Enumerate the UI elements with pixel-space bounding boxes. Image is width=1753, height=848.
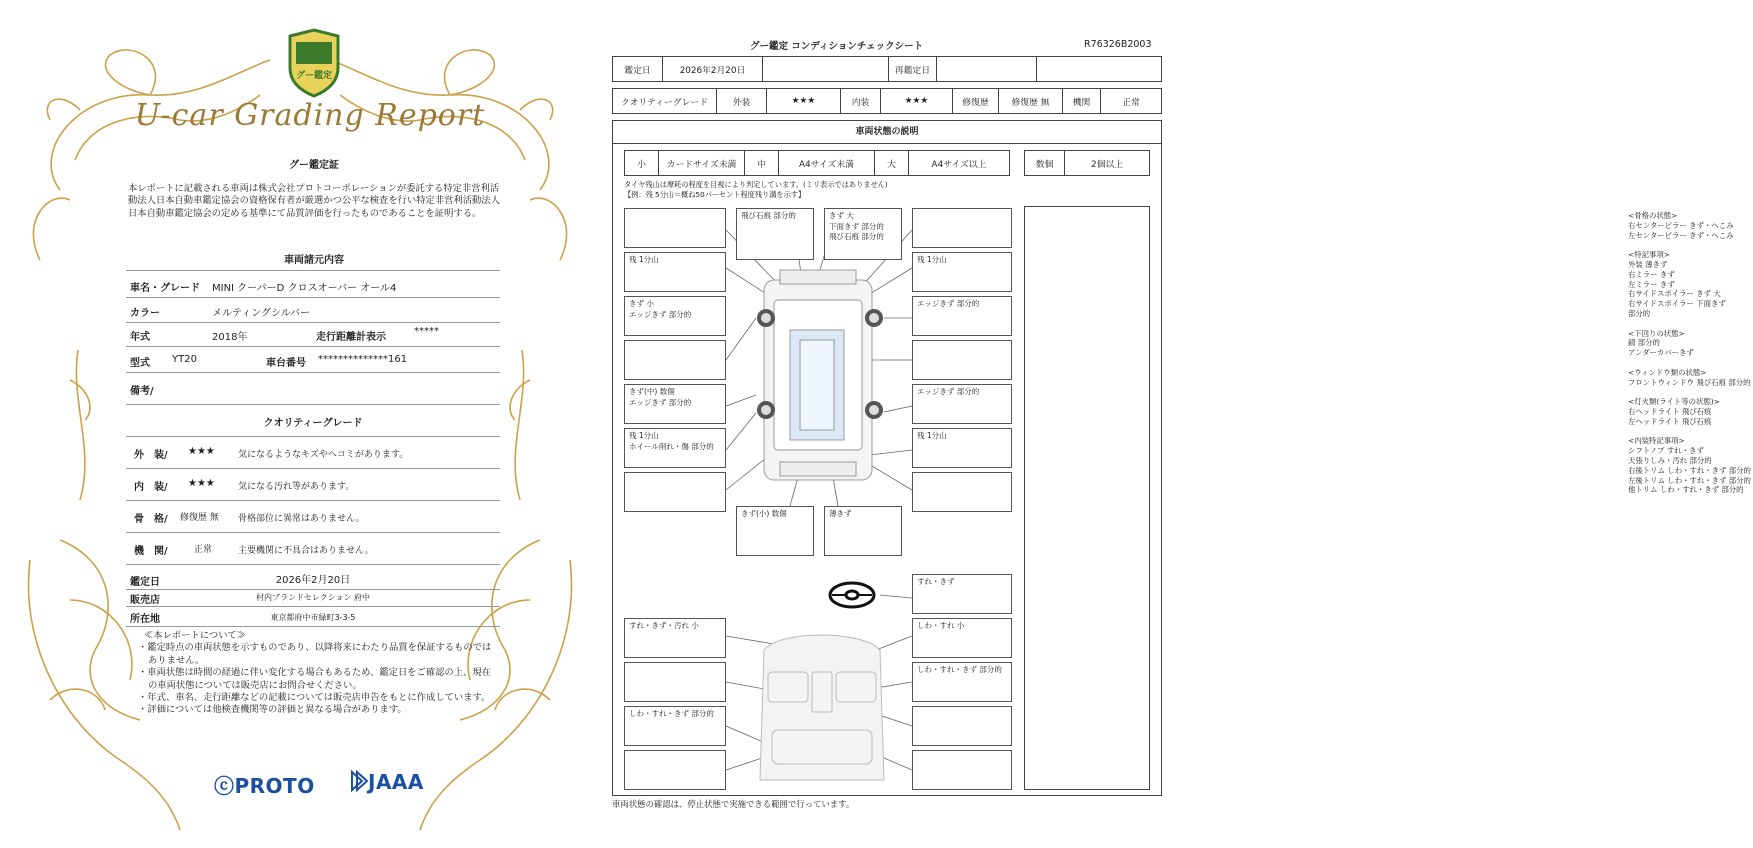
ext-value: ★★★ [767,89,841,113]
steering-wheel-icon [830,583,874,607]
model-label: 型式 [130,358,150,369]
mileage-value: ***** [414,326,439,337]
count-desc: 2個以上 [1091,159,1123,170]
note-box-left-rear: きず(中) 数個 エッジきず 部分的 [624,384,726,424]
address-value: 東京都府中市緑町3-3-5 [270,613,356,622]
note-box-right-front: エッジきず 部分的 [912,296,1012,336]
repair-value: 修復歴 無 [999,89,1063,113]
interior-stars: ★★★ [188,478,215,489]
sheet-footer: 車両状態の確認は、停止状態で実施できる範囲で行っています。 [612,799,855,809]
note-box-left-tire-rear: 残 1分山 ホイール削れ・傷 部分的 [624,428,726,468]
tire-note-1: タイヤ残山は摩耗の程度を目視により判定しています。(ミリ表示ではありません) [624,180,888,189]
note-box-right-rear: エッジきず 部分的 [912,384,1012,424]
note-box [624,662,726,702]
note-box-interior-right-1: しわ・すれ 小 [912,618,1012,658]
remarks-text: <骨格の状態> 右センターピラー きず・へこみ 左センターピラー きず・へこみ <特記事項> 外装 薄きず 右ミラー きず 左ミラー きず 右サイドスポイラー きず 大 右サイドスポイラー 下面きず 部分的 <下回りの状態> 錆 部分的 アンダーカバーきず <ウィンドウ類の状態> フロントウィンドウ 飛び石痕 部分的 <灯火類(ライト等の状態)> 右ヘッドライト 飛び石痕 左ヘッドライト 飛び石痕 <内装特記事項> シフトノブ すれ・きず 天張りしみ・汚れ 部分的 右後トリム しわ・すれ・きず 部分的 左後トリム しわ・すれ・きず 部分的 他トリム しわ・すれ・きず 部分的 [1628,211,1751,495]
info-row-address [126,606,500,627]
exterior-label: 外 装/ [134,450,168,461]
note-box-bottom-right: 薄きず [824,506,902,556]
date-value: 2026年2月20日 [275,575,351,586]
ext-label: 外装 [717,89,767,113]
badge-text: グー鑑定 [295,71,332,81]
report-title: U-car Grading Report [134,98,486,133]
spec-row-remarks [126,372,500,405]
sheet-title: グー鑑定 コンディションチェックシート [750,41,924,52]
quality-title: クオリティーグレード [263,418,363,429]
remarks-label: 備考/ [130,386,154,397]
repair-label: 修復歴 [953,89,999,113]
grade-row-engine [126,532,500,565]
note-box-bottom-left: きず(小) 数個 [736,506,814,556]
size-large-desc: A4サイズ以上 [931,159,987,170]
frame-value: 修復歴 無 [180,513,219,523]
int-value: ★★★ [881,89,953,113]
qg-label: クオリティーグレード [613,89,717,113]
note-box [912,750,1012,790]
note-box [912,706,1012,746]
model-value: YT20 [172,354,197,365]
grade-row-interior [126,468,500,501]
spec-row-model [126,346,500,373]
frame-note: 骨格部位に異常はありません。 [238,514,365,524]
section-title: 車両状態の説明 [612,120,1162,144]
interior-note: 気になる汚れ等があります。 [238,482,355,492]
year-value: 2018年 [212,332,248,343]
note-box [912,340,1012,380]
color-value: メルティングシルバー [212,308,311,319]
quality-title-row [126,404,500,437]
dealer-value: 村内ブランドセレクション 府中 [256,593,370,602]
note-box-steering: すれ・きず [912,574,1012,614]
grade-row-frame [126,500,500,533]
report-notes [138,630,500,717]
note-box-interior-left-3: しわ・すれ・きず 部分的 [624,706,726,746]
note-item: ・車両状態は時間の経過に伴い変化する場合もあるため、鑑定日をご確認の上、現在の車両状態については販売店にお問合せください。 [138,667,491,691]
address-label: 所在地 [130,614,160,625]
proto-logo-text: PROTO [234,774,315,798]
mileage-label: 走行距離計表示 [316,332,386,343]
name-label: 車名・グレード [130,283,200,294]
color-label: カラー [130,308,160,319]
engine-label: 機関 [1063,89,1101,113]
jaaa-mark-icon [350,770,368,792]
info-row-date [126,564,500,590]
frame-label: 骨 格/ [134,514,168,525]
chassis-label: 車台番号 [266,358,306,369]
note-box-left-tire-front: 残 1分山 [624,252,726,292]
remarks-panel [1024,206,1150,790]
note-box-left-front: きず 小 エッジきず 部分的 [624,296,726,336]
goo-kantei-badge [284,28,344,98]
size-small: 小 [625,151,659,175]
condition-check-sheet [600,0,1751,848]
info-row-dealer [126,588,500,607]
chassis-value: **************161 [318,354,408,365]
note-box-top-center-left: 飛び石痕 部分的 [736,208,814,260]
year-label: 年式 [130,332,150,343]
size-small-desc: カードサイズ未満 [659,151,745,175]
note-box-interior-left-1: すれ・きず・汚れ 小 [624,618,726,658]
note-item: ・鑑定時点の車両状態を示すものであり、以降将来にわたり品質を保証するものではありません。 [138,642,492,666]
note-box [624,208,726,248]
grading-certificate [0,0,600,848]
note-item: ・評価については他検査機関等の評価と異なる場合があります。 [138,704,407,716]
redate-label: 再鑑定日 [889,57,937,81]
dealer-label: 販売店 [130,595,160,606]
certificate-title: グー鑑定証 [289,160,339,171]
note-box [624,340,726,380]
name-value: MINI クーパーD クロスオーバー オール4 [212,283,397,294]
exterior-stars: ★★★ [188,446,215,457]
doc-id: R76326B2003 [1084,39,1152,50]
engine-value: 正常 [1122,97,1140,108]
engine-value: 正常 [194,545,213,555]
count-label: 数個 [1025,151,1065,175]
tire-note-2: 【例：残 5分山＝概ね50パーセント程度残り溝を示す】 [624,190,806,199]
size-mid-desc: A4サイズ未満 [779,151,875,175]
shield-icon [284,28,344,98]
spec-row-name [126,270,500,298]
note-box [912,208,1012,248]
note-box-interior-right-2: しわ・すれ・きず 部分的 [912,662,1012,702]
spec-row-color [126,296,500,323]
engine-label: 機 関/ [134,546,168,557]
date-value: 2026年2月20日 [663,57,763,81]
engine-note: 主要機関に不具合はありません。 [238,546,374,556]
date-label: 鑑定日 [130,577,160,588]
jaaa-logo [350,770,424,794]
jaaa-logo-text: JAAA [368,770,424,794]
spec-row-year [126,322,500,347]
note-box-right-tire-rear: 残 1分山 [912,428,1012,468]
note-box [624,472,726,512]
interior-label: 内 装/ [134,482,168,493]
size-large: 大 [875,151,909,175]
note-box [912,472,1012,512]
proto-logo: ⓒPROTO [214,774,315,798]
note-item: ・年式、車名、走行距離などの記載については販売店申告をもとに作成しています。 [138,692,491,704]
certificate-intro: 本レポートに記載される車両は株式会社プロトコーポレーションが委託する特定非営利活動法人日本自動車鑑定協会の資格保有者が厳選かつ公平な検査を行い特定非営利活動法人日本自動車鑑定協会の定める基準にて品質評価を行ったものであることを証明する。 [128,183,500,219]
note-box [624,750,726,790]
date-label: 鑑定日 [613,57,663,81]
int-label: 内装 [841,89,881,113]
grade-row-exterior [126,436,500,469]
specs-title: 車両諸元内容 [284,255,344,266]
exterior-note: 気になるようなキズやヘコミがあります。 [238,450,409,460]
note-box-top-center-right: きず 大 下面きず 部分的 飛び石痕 部分的 [824,208,902,260]
note-box-right-tire-front: 残 1分山 [912,252,1012,292]
notes-title: ≪本レポートについて≫ [144,630,247,641]
size-mid: 中 [745,151,779,175]
